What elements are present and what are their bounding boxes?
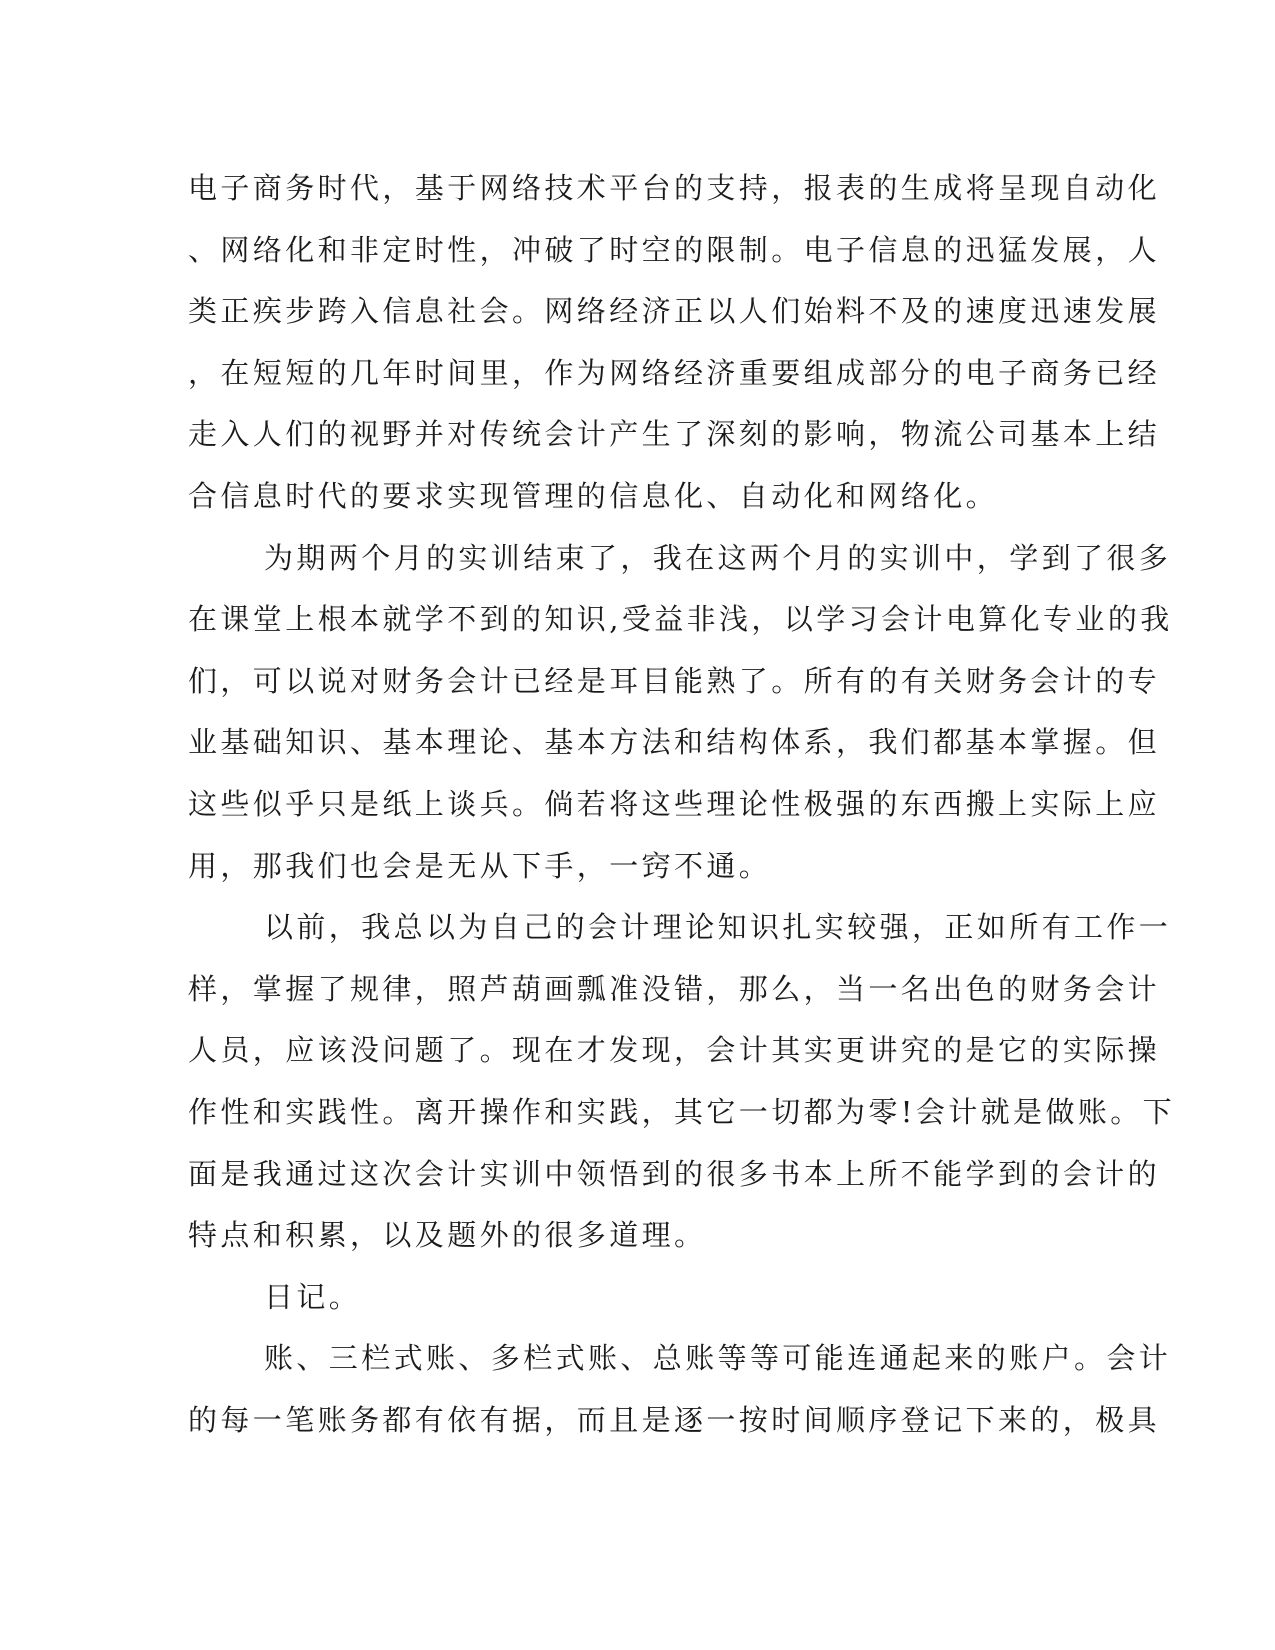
text-line: ，在短短的几年时间里，作为网络经济重要组成部分的电子商务已经: [188, 355, 1161, 390]
text-line: 的每一笔账务都有依有据，而且是逐一按时间顺序登记下来的，极具: [188, 1402, 1161, 1437]
text-line: 为期两个月的实训结束了，我在这两个月的实训中，学到了很多: [264, 540, 1172, 575]
text-line: 样，掌握了规律，照芦葫画瓢准没错，那么，当一名出色的财务会计: [188, 971, 1161, 1006]
text-line: 在课堂上根本就学不到的知识,受益非浅，以学习会计电算化专业的我: [188, 602, 1173, 637]
text-line: 业基础知识、基本理论、基本方法和结构体系，我们都基本掌握。但: [188, 725, 1161, 760]
text-line: 合信息时代的要求实现管理的信息化、自动化和网络化。: [188, 478, 999, 513]
text-line: 走入人们的视野并对传统会计产生了深刻的影响，物流公司基本上结: [188, 417, 1161, 452]
document-body: [188, 158, 1176, 1451]
text-line: 电子商务时代，基于网络技术平台的支持，报表的生成将呈现自动化: [188, 171, 1161, 205]
text-line: 日记。: [264, 1279, 362, 1314]
text-line: 账、三栏式账、多栏式账、总账等等可能连通起来的账户。会计: [264, 1341, 1172, 1376]
text-line: 作性和实践性。离开操作和实践，其它一切都为零!会计就是做账。下: [188, 1094, 1176, 1129]
text-line: 人员，应该没问题了。现在才发现，会计其实更讲究的是它的实际操: [188, 1033, 1161, 1068]
text-line: 这些似乎只是纸上谈兵。倘若将这些理论性极强的东西搬上实际上应: [188, 786, 1161, 821]
text-line: 用，那我们也会是无从下手，一窍不通。: [188, 848, 772, 883]
text-line: 特点和积累，以及题外的很多道理。: [188, 1218, 707, 1253]
text-line: 以前，我总以为自己的会计理论知识扎实较强，正如所有工作一: [264, 910, 1172, 945]
text-line: 们，可以说对财务会计已经是耳目能熟了。所有的有关财务会计的专: [188, 663, 1161, 698]
text-line: 、网络化和非定时性，冲破了时空的限制。电子信息的迅猛发展，人: [188, 232, 1161, 267]
text-line: 面是我通过这次会计实训中领悟到的很多书本上所不能学到的会计的: [188, 1156, 1161, 1191]
text-line: 类正疾步跨入信息社会。网络经济正以人们始料不及的速度迅速发展: [188, 294, 1161, 329]
